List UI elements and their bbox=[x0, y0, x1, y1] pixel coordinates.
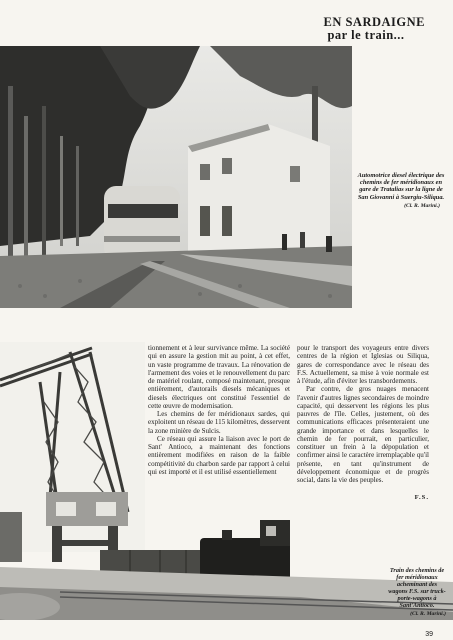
article-column-1 bbox=[148, 344, 290, 476]
col1-para-2: Les chemins de fer méridionaux sardes, qui exploitent un réseau de 115 kilomètres, desservent la zone minière de Sulcis. bbox=[148, 410, 291, 435]
title-line-1: EN SARDAIGNE bbox=[323, 15, 425, 29]
bottom-caption-credit: (Cl. R. Marini.) bbox=[410, 611, 446, 617]
title-line-2: par le train... bbox=[327, 28, 405, 42]
bottom-photo-caption bbox=[388, 567, 446, 618]
col2-para-2: Par contre, de gros nuages menacent l'avenir d'autres lignes secondaires de moindre capacité, qui desservent les régions les plus pauvres de l'île. Celles, justement, où des communications efficaces présenteraient une grande importance et dans lesquelles le chemin de fer pourrait, en particulier, constituer un frein à la dépopulation et confirmer ainsi le caractère irremplaçable qu'il présente, en tant qu'instrument de développement économique et de progrès social, dans la vie des peuples. bbox=[297, 385, 429, 484]
article-signature: F.S. bbox=[414, 494, 429, 502]
photo-railcar-station bbox=[0, 46, 352, 308]
top-caption-credit: (Cl. R. Marini.) bbox=[404, 202, 440, 209]
col1-para-1: tionnement et à leur survivance même. La société qui en assure la gestion mit au point, à cet effet, un vaste programme de travaux. La rénovation de l'armement des voies et le renouvellement du parc de matériel roulant, composé maintenant, presque entièrement, d'autorails diesels mécaniques et diesels électriques ont constitué l'essentiel de cette œuvre de modernisation. bbox=[148, 344, 290, 410]
col2-para-1: pour le transport des voyageurs entre divers centres de la région et Iglesias ou Siliqua, gares de correspondance avec le réseau des F.S. Actuellement, sa mise à voie normale est à l'étude, afin d'éviter les transbordements. bbox=[297, 344, 429, 385]
top-photo-caption bbox=[356, 172, 446, 210]
top-caption-text: Automotrice diesel électrique des chemins de fer méridionaux en gare de Tratalias sur la ligne de San Giovanni à Suergiu-Siliqua. bbox=[357, 172, 445, 201]
article-column-2 bbox=[297, 344, 429, 503]
page-number: 39 bbox=[425, 631, 433, 638]
col1-para-3: Ce réseau qui assure la liaison avec le port de Sant' Antioco, a maintenant des fonctions entièrement modifiées en raison de la faible compétitivité du charbon sarde par rapport à celui qui est importé et il est utilisé essentiellement bbox=[148, 434, 290, 476]
page-title bbox=[323, 16, 425, 42]
bottom-caption-text: Train des chemins de fer méridionaux acheminant des wagons F.S. sur truck-porte-wagons à Sant'Antioco. bbox=[388, 567, 446, 609]
